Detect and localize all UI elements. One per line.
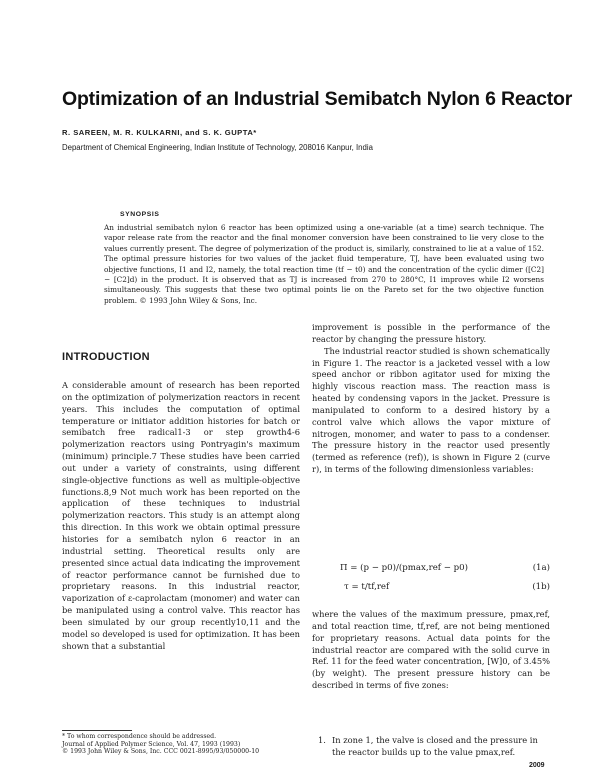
introduction-heading: INTRODUCTION [62, 351, 150, 363]
footnote [62, 733, 259, 756]
affiliation: Department of Chemical Engineering, Indian Institute of Technology, 208016 Kanpur, India [62, 143, 373, 152]
synopsis-heading: SYNOPSIS [120, 211, 160, 218]
equation-1b-tag: (1b) [532, 582, 550, 592]
author-list: R. SAREEN, M. R. KULKARNI, and S. K. GUPTA* [62, 128, 257, 137]
footnote-copyright: © 1993 John Wiley & Sons, Inc. CCC 0021-8995/93/050000-10 [62, 748, 260, 756]
footnote-correspondence: * To whom correspondence should be addressed. [62, 733, 217, 740]
right-column-bottom [312, 609, 550, 692]
footnote-journal: Journal of Applied Polymer Science, Vol. 47, 1993 (1993) [62, 740, 241, 748]
equation-1a-expression: Π = (p − p0)/(pmax,ref − p0) [340, 563, 468, 573]
article-title: Optimization of an Industrial Semibatch Nylon 6 Reactor [62, 88, 573, 110]
footnote-rule [62, 730, 132, 731]
right-column-top [312, 322, 550, 476]
zone-list-item-1 [318, 735, 550, 759]
intro-paragraph-3: The industrial reactor studied is shown schematically in Figure 1. The reactor is a jacketed vessel with a low speed anchor or ribbon agitator used for mixing the highly viscous reaction mass. The reaction mass is heated by condensing vapors in the jacket. Pressure is manipulated to conform to a desired history by a control valve which allows the vapor mixture of nitrogen, monomer, and water to pass to a condenser. The pressure history in the reactor used presently (termed as reference (ref)), is shown in Figure 2 (curve r), in terms of the following dimensionless variables: [312, 345, 550, 475]
zone-list-number: 1. [318, 735, 326, 745]
intro-paragraph-2: improvement is possible in the performance of the reactor by changing the pressure history. [312, 322, 550, 344]
synopsis-text: An industrial semibatch nylon 6 reactor has been optimized using a one-variable (at a time) search technique. The vapor release rate from the reactor and the final monomer conversion have been constrained to lie very close to the values currently present. The degree of polymerization of the product is, similarly, constrained to lie at a value of 152. The optimal pressure histories for two values of the jacket fluid temperature, TJ, have been evaluated using two objective functions, I1 and I2, namely, the total reaction time (tf − t0) and the concentration of the cyclic dimer ([C2] − [C2]d) in the product. It is observed that as TJ is increased from 270 to 280°C, I1 improves while I2 worsens simultaneously. This suggests that these two optimal points lie on the Pareto set for the two objective function problem. © 1993 John Wiley & Sons, Inc. [104, 223, 544, 305]
intro-paragraph-1: A considerable amount of research has been reported on the optimization of polymerization reactors in recent years. This includes the computation of optimal temperature or initiator addition histories for batch or semibatch free radical1-3 or step growth4-6 polymerization reactors using Pontryagin's maximum (minimum) principle.7 These studies have been carried out under a variety of constraints, using different single-objective functions as well as multiple-objective functions.8,9 Not much work has been reported on the application of these techniques to industrial polymerization reactors. This study is an attempt along this direction. In this work we obtain optimal pressure histories for a semibatch nylon 6 reactor in an industrial setting. Theoretical results only are presented since actual data indicating the improvement of reactor performance cannot be furnished due to proprietary reasons. In this industrial reactor, vaporization of ε-caprolactam (monomer) and water can be manipulated using a control valve. This reactor has been simulated by our group recently10,11 and the model so developed is used for optimization. It has been shown that a substantial [62, 380, 300, 651]
zone-list-text: In zone 1, the valve is closed and the pressure in the reactor builds up to the value pmax,ref. [332, 735, 538, 757]
intro-paragraph-4: where the values of the maximum pressure, pmax,ref, and total reaction time, tf,ref, are not being mentioned for proprietary reasons. Actual data points for the industrial reactor are compared with the solid curve in Ref. 11 for the feed water concentration, [W]0, of 3.45% (by weight). The present pressure history can be described in terms of five zones: [312, 609, 550, 691]
equation-1a-tag: (1a) [532, 563, 550, 573]
equation-1b-expression: τ = t/tf,ref [344, 582, 390, 592]
left-column [62, 380, 300, 652]
page-number: 2009 [529, 762, 545, 769]
